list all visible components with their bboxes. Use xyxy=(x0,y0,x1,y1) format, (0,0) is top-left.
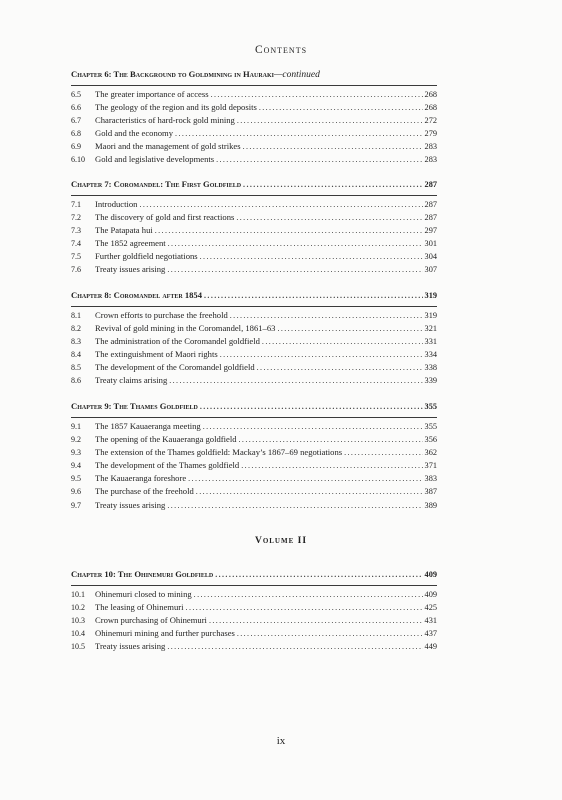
dot-leader xyxy=(167,640,422,653)
section-title: Crown efforts to purchase the freehold xyxy=(95,310,228,320)
page-ref: 297 xyxy=(424,226,437,236)
toc-entry[interactable] xyxy=(71,250,437,263)
dot-leader xyxy=(200,250,423,263)
toc-entry[interactable] xyxy=(71,485,437,498)
chapter-title: Chapter 6: The Background to Goldmining in Hauraki xyxy=(71,69,274,79)
toc-entry[interactable] xyxy=(71,459,437,472)
section-number: 8.1 xyxy=(71,311,81,320)
toc-entry[interactable] xyxy=(71,101,437,114)
dot-leader xyxy=(237,114,423,127)
section-number: 8.6 xyxy=(71,376,81,386)
toc-entry[interactable] xyxy=(71,601,437,614)
page-ref: 283 xyxy=(424,142,437,152)
toc-entry[interactable] xyxy=(71,420,437,433)
page-ref: 268 xyxy=(424,90,437,99)
section-title: Further goldfield negotiations xyxy=(95,251,198,262)
section-title: The development of the Coromandel goldfield xyxy=(95,362,255,373)
page-ref: 371 xyxy=(424,461,437,471)
section-number: 10.4 xyxy=(71,629,85,639)
toc-entry[interactable] xyxy=(71,88,437,101)
page-ref: 287 xyxy=(424,200,437,209)
page-ref: 319 xyxy=(424,291,437,300)
section-title: The 1852 agreement xyxy=(95,238,166,249)
toc-chapter-9 xyxy=(71,398,437,512)
dot-leader xyxy=(277,322,422,335)
section-number: 6.6 xyxy=(71,103,81,113)
page-ref: 383 xyxy=(424,474,437,484)
section-title: The discovery of gold and first reactions xyxy=(95,212,235,223)
toc-entry[interactable] xyxy=(71,263,437,276)
dot-leader xyxy=(167,263,422,276)
section-number: 6.10 xyxy=(71,155,85,165)
page-ref: 307 xyxy=(424,265,437,275)
volume-title: Volume II xyxy=(254,536,308,546)
section-title: Crown purchasing of Ohinemuri xyxy=(95,615,207,626)
page-ref: 437 xyxy=(424,629,437,639)
dot-leader xyxy=(220,348,423,361)
section-number: 6.7 xyxy=(71,116,81,126)
page-ref: 272 xyxy=(424,116,437,126)
dot-leader xyxy=(344,446,422,459)
chapter-heading[interactable] xyxy=(71,566,437,585)
dot-leader xyxy=(243,140,423,153)
section-title: The greater importance of access xyxy=(95,89,209,99)
dot-leader xyxy=(236,211,422,224)
section-title: The geology of the region and its gold deposits xyxy=(95,102,257,113)
section-number: 9.1 xyxy=(71,422,81,431)
dot-leader xyxy=(215,570,422,579)
dot-leader xyxy=(209,614,423,627)
section-number: 6.8 xyxy=(71,129,81,139)
toc-entry[interactable] xyxy=(71,224,437,237)
dot-leader xyxy=(237,627,423,640)
dot-leader xyxy=(204,291,423,300)
toc-entry[interactable] xyxy=(71,499,437,512)
toc-entry[interactable] xyxy=(71,446,437,459)
dot-leader xyxy=(211,88,423,101)
section-title: The purchase of the freehold xyxy=(95,486,194,497)
toc-entry[interactable] xyxy=(71,140,437,153)
dot-leader xyxy=(194,588,423,601)
page-ref: 431 xyxy=(424,616,437,626)
dot-leader xyxy=(186,601,423,614)
section-title: Introduction xyxy=(95,199,138,209)
section-title: The Kauaeranga foreshore xyxy=(95,473,187,484)
section-number: 7.2 xyxy=(71,213,81,223)
toc-entry[interactable] xyxy=(71,114,437,127)
dot-leader xyxy=(262,335,423,348)
page-ref: 356 xyxy=(424,435,437,445)
section-title: Treaty issues arising xyxy=(95,264,166,275)
page-ref: 304 xyxy=(424,252,437,262)
toc-entry[interactable] xyxy=(71,374,437,387)
page-ref: 287 xyxy=(424,180,437,189)
section-title: Treaty claims arising xyxy=(95,375,168,386)
toc-entry[interactable] xyxy=(71,237,437,250)
page-ref: 449 xyxy=(424,642,437,652)
section-number: 8.2 xyxy=(71,324,81,334)
page-ref: 321 xyxy=(424,324,437,334)
chapter-title: Chapter 7: Coromandel: The First Goldfield xyxy=(71,179,242,189)
page-ref: 355 xyxy=(424,402,437,411)
dot-leader xyxy=(239,433,423,446)
toc-entry[interactable] xyxy=(71,614,437,627)
section-title: Treaty issues arising xyxy=(95,641,166,652)
page-ref: 362 xyxy=(424,448,437,458)
section-number: 9.6 xyxy=(71,487,81,497)
section-number: 7.3 xyxy=(71,226,81,236)
dot-leader xyxy=(155,224,423,237)
chapter-continued-note: —continued xyxy=(273,70,320,80)
dot-leader xyxy=(241,459,422,472)
page-ref: 387 xyxy=(424,487,437,497)
section-number: 9.3 xyxy=(71,448,81,458)
dot-leader xyxy=(175,127,423,140)
chapter-heading[interactable] xyxy=(71,287,437,306)
section-number: 9.5 xyxy=(71,474,81,484)
section-number: 6.5 xyxy=(71,90,81,99)
toc-entry[interactable] xyxy=(71,322,437,335)
section-title: Maori and the management of gold strikes xyxy=(95,141,241,152)
chapter-title: Chapter 8: Coromandel after 1854 xyxy=(71,290,203,300)
toc-entry[interactable] xyxy=(71,335,437,348)
chapter-heading[interactable] xyxy=(71,398,437,417)
section-title: The leasing of Ohinemuri xyxy=(95,602,184,613)
toc-entry[interactable] xyxy=(71,309,437,322)
dot-leader xyxy=(243,180,423,189)
page-ref: 268 xyxy=(424,103,437,113)
toc-entry[interactable] xyxy=(71,211,437,224)
toc-entry[interactable] xyxy=(71,627,437,640)
dot-leader xyxy=(216,153,422,166)
page-ref: 334 xyxy=(424,350,437,360)
dot-leader xyxy=(168,237,423,250)
dot-leader xyxy=(200,402,423,411)
page-ref: 319 xyxy=(424,311,437,320)
page-ref: 338 xyxy=(424,363,437,373)
section-number: 6.9 xyxy=(71,142,81,152)
section-number: 7.6 xyxy=(71,265,81,275)
toc-chapter-8 xyxy=(71,287,437,388)
chapter-title: Chapter 10: The Ohinemuri Goldfield xyxy=(71,569,214,579)
dot-leader xyxy=(188,472,422,485)
toc-entry[interactable] xyxy=(71,361,437,374)
page-ref: 301 xyxy=(424,239,437,249)
section-number: 8.3 xyxy=(71,337,81,347)
page-number: ix xyxy=(276,735,286,747)
section-number: 10.2 xyxy=(71,603,85,613)
toc-entry[interactable] xyxy=(71,588,437,601)
page-ref: 287 xyxy=(424,213,437,223)
section-number: 7.1 xyxy=(71,200,81,209)
page-title: Contents xyxy=(254,44,308,56)
toc-entry[interactable] xyxy=(71,127,437,140)
toc-entry[interactable] xyxy=(71,198,437,211)
section-title: The development of the Thames goldfield xyxy=(95,460,240,471)
section-title: The 1857 Kauaeranga meeting xyxy=(95,421,201,431)
dot-leader xyxy=(259,101,423,114)
chapter-heading[interactable] xyxy=(71,176,437,195)
section-number: 10.1 xyxy=(71,590,85,599)
dot-leader xyxy=(169,374,422,387)
section-title: Characteristics of hard-rock gold mining xyxy=(95,115,235,126)
dot-leader xyxy=(230,309,423,322)
section-title: The extinguishment of Maori rights xyxy=(95,349,218,360)
toc-chapter-6 xyxy=(71,66,437,167)
dot-leader xyxy=(139,198,422,211)
section-number: 9.4 xyxy=(71,461,81,471)
page-ref: 283 xyxy=(424,155,437,165)
page-ref: 389 xyxy=(424,500,437,510)
section-number: 8.5 xyxy=(71,363,81,373)
page-ref: 339 xyxy=(424,376,437,386)
toc-entry[interactable] xyxy=(71,153,437,166)
section-title: Ohinemuri closed to mining xyxy=(95,589,192,599)
page-ref: 409 xyxy=(424,570,437,579)
section-number: 9.2 xyxy=(71,435,81,445)
page-ref: 409 xyxy=(424,590,437,599)
page-ref: 279 xyxy=(424,129,437,139)
toc-entry[interactable] xyxy=(71,640,437,653)
dot-leader xyxy=(203,420,423,433)
section-title: Revival of gold mining in the Coromandel, 1861–63 xyxy=(95,323,276,334)
section-number: 10.5 xyxy=(71,642,85,652)
section-title: Gold and the economy xyxy=(95,128,174,139)
toc-entry[interactable] xyxy=(71,472,437,485)
toc-chapter-7 xyxy=(71,176,437,277)
section-number: 7.4 xyxy=(71,239,81,249)
dot-leader xyxy=(196,485,423,498)
section-title: The extension of the Thames goldfield: Mackay’s 1867–69 negotiations xyxy=(95,447,343,458)
section-number: 8.4 xyxy=(71,350,81,360)
dot-leader xyxy=(167,499,422,512)
dot-leader xyxy=(257,361,423,374)
section-title: Treaty issues arising xyxy=(95,499,166,510)
section-title: The administration of the Coromandel goldfield xyxy=(95,336,260,347)
page-ref: 355 xyxy=(424,422,437,431)
chapter-title: Chapter 9: The Thames Goldfield xyxy=(71,401,198,411)
chapter-heading[interactable] xyxy=(71,66,437,85)
section-title: The opening of the Kauaeranga goldfield xyxy=(95,434,237,445)
page-ref: 425 xyxy=(424,603,437,613)
section-title: Ohinemuri mining and further purchases xyxy=(95,628,235,639)
section-number: 10.3 xyxy=(71,616,85,626)
page-ref: 331 xyxy=(424,337,437,347)
section-number: 7.5 xyxy=(71,252,81,262)
toc-entry[interactable] xyxy=(71,433,437,446)
toc-entry[interactable] xyxy=(71,348,437,361)
toc-chapter-10 xyxy=(71,566,437,653)
section-title: The Patapata hui xyxy=(95,225,153,236)
section-title: Gold and legislative developments xyxy=(95,154,215,165)
section-number: 9.7 xyxy=(71,500,81,510)
